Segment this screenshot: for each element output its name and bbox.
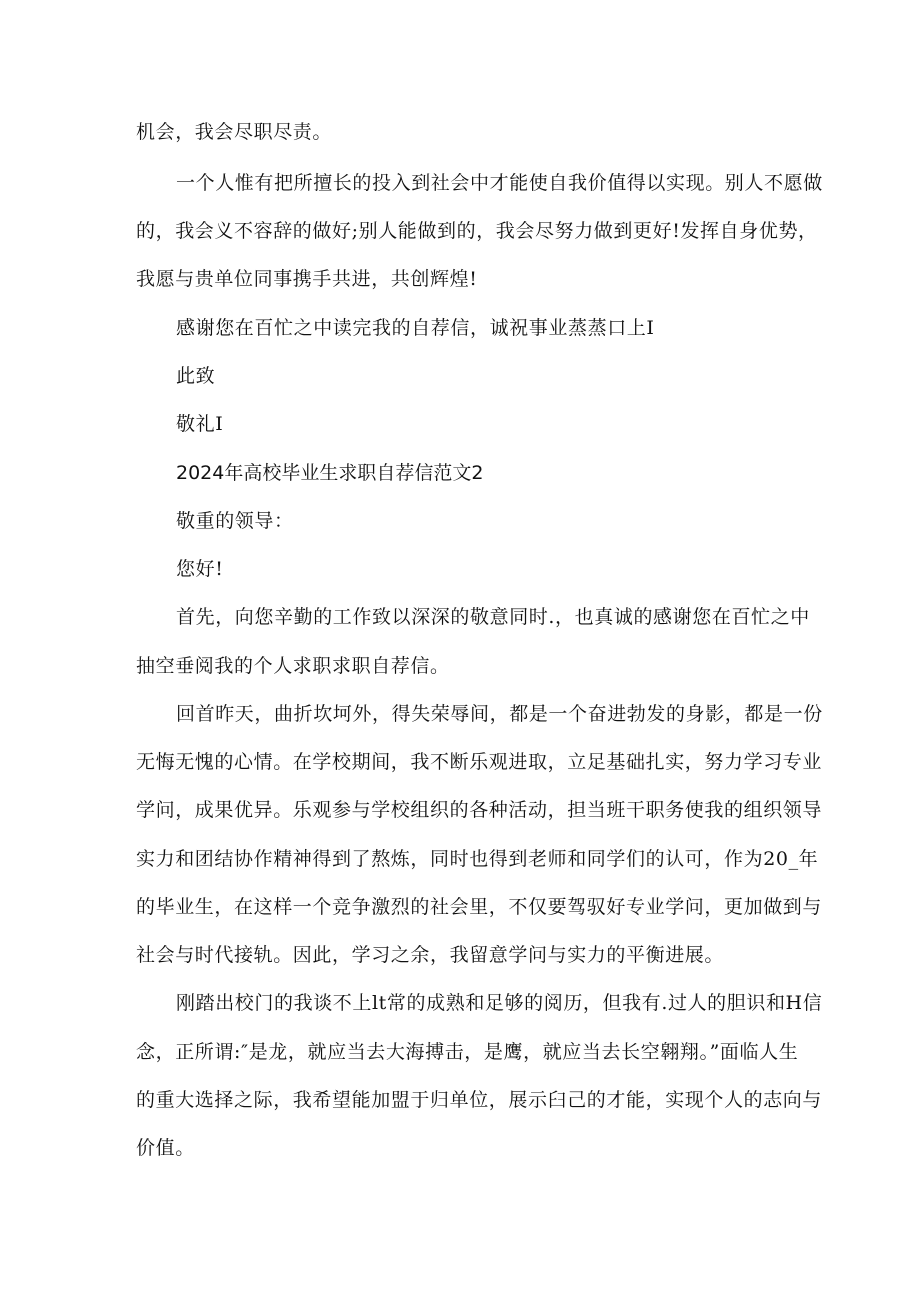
paragraph-line: 念，正所谓:″是龙，就应当去大海搏击，是鹰，就应当去长空翱翔。”面临人生 bbox=[136, 1041, 799, 1063]
paragraph-line: 价值。 bbox=[136, 1137, 195, 1159]
paragraph-line: 的重大选择之际，我希望能加盟于归单位，展示臼己的才能，实现个人的志向与 bbox=[136, 1089, 823, 1111]
paragraph-line: 无悔无愧的心情。在学校期间，我不断乐观进取，立足基础扎实，努力学习专业 bbox=[136, 751, 823, 773]
paragraph-line: 的，我会义不容辞的做好;别人能做到的，我会尽努力做到更好!发挥自身优势， bbox=[136, 220, 818, 242]
paragraph-line: 我愿与贵单位同事携手共进，共创辉煌! bbox=[136, 268, 478, 290]
paragraph-line: 抽空垂阅我的个人求职求职自荐信。 bbox=[136, 655, 450, 677]
greeting-line: 您好! bbox=[176, 558, 224, 580]
paragraph-line: 社会与时代接轨。因此，学习之余，我留意学问与实力的平衡进展。 bbox=[136, 944, 725, 966]
paragraph-line: 的毕业生，在这样一个竞争激烈的社会里，不仅要驾驭好专业学问，更加做到与 bbox=[136, 896, 823, 918]
paragraph-line: 实力和团结协作精神得到了熬炼，同时也得到老师和同学们的认可，作为20_年 bbox=[136, 848, 819, 870]
salutation-regards: 敬礼I bbox=[176, 413, 224, 435]
closing-line: 感谢您在百忙之中读完我的自荐信，诚祝事业蒸蒸口上I bbox=[176, 317, 655, 339]
paragraph-line: 学问，成果优异。乐观参与学校组织的各种活动，担当班干职务使我的组织领导 bbox=[136, 799, 823, 821]
section-title: 2024年高校毕业生求职自荐信范文2 bbox=[176, 462, 484, 484]
paragraph-line: 一个人惟有把所擅长的投入到社会中才能使自我价值得以实现。别人不愿做 bbox=[176, 172, 823, 194]
greeting-line: 敬重的领导： bbox=[176, 510, 294, 532]
paragraph-line: 机会，我会尽职尽责。 bbox=[136, 121, 333, 143]
salutation-close: 此致 bbox=[176, 365, 216, 387]
paragraph-line: 首先，向您辛勤的工作致以深深的敬意同时.，也真诚的感谢您在百忙之中 bbox=[176, 606, 810, 628]
paragraph-line: 刚踏出校门的我谈不上lt常的成熟和足够的阅历，但我有.过人的胆识和H信 bbox=[176, 992, 823, 1014]
paragraph-line: 回首昨天，曲折坎坷外，得失荣辱间，都是一个奋进勃发的身影，都是一份 bbox=[176, 703, 823, 725]
